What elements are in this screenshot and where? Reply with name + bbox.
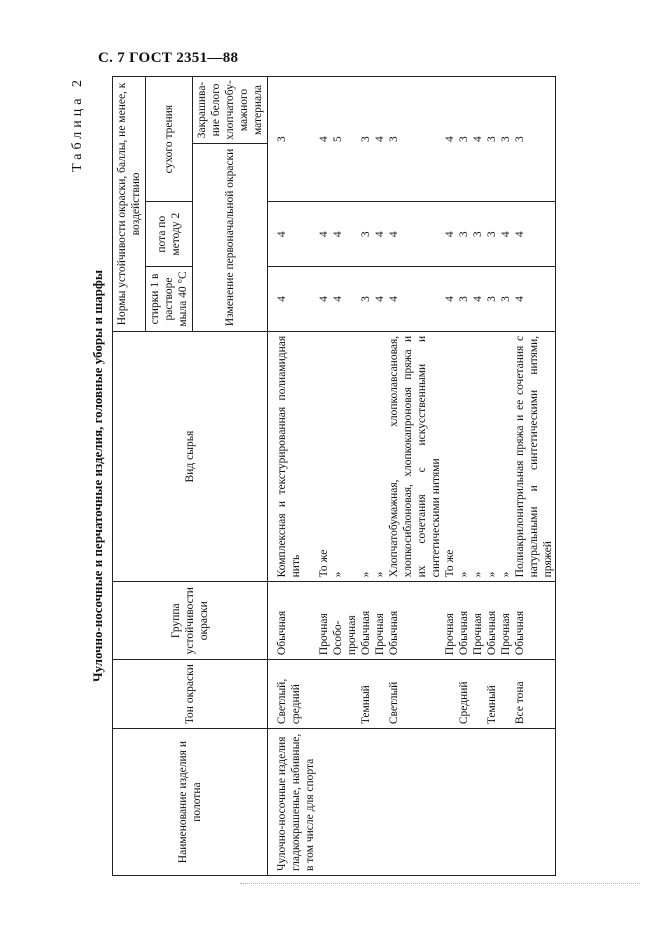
cell-group: Обычная (387, 582, 443, 660)
cell-group: Обычная (513, 582, 556, 660)
header-norms: Нормы устойчивости окраски, баллы, не менее, к воздействию (113, 77, 146, 332)
cell-sweat: 3 (457, 202, 471, 267)
cell-sweat: 4 (317, 202, 331, 267)
cell-wash: 4 (373, 267, 387, 332)
table-row (317, 77, 331, 876)
cell-sweat: 3 (485, 202, 499, 267)
cell-name (387, 729, 443, 876)
cell-group: Прочная (317, 582, 331, 660)
cell-fiber: Хлопчатобумажная, хлопколавсановая, хлопкосиблоновая, хлопкокапроновая пряжа и их сочетания с искусственными и синтетическими нитями (387, 331, 443, 581)
cell-group: Особопрочная (331, 582, 359, 660)
cell-wash: 4 (471, 267, 485, 332)
cell-name (513, 729, 556, 876)
cell-wash: 4 (387, 267, 443, 332)
cell-name (457, 729, 471, 876)
cell-tone (443, 660, 457, 729)
table-row (457, 77, 471, 876)
cell-fiber: » (457, 331, 471, 581)
cell-fiber: » (485, 331, 499, 581)
cell-group: Прочная (499, 582, 513, 660)
table-row (359, 77, 373, 876)
cell-dry: 5 (331, 77, 359, 202)
cell-sweat: 4 (513, 202, 556, 267)
cell-fiber: Комплексная и текстурированная полиамидная нить (268, 331, 318, 581)
cell-name (359, 729, 373, 876)
cell-sweat: 4 (499, 202, 513, 267)
cell-wash: 4 (443, 267, 457, 332)
header-change: Изменение первоначальной окраски (193, 144, 268, 332)
cell-group: Обычная (457, 582, 471, 660)
cell-fiber: » (373, 331, 387, 581)
header-fiber: Вид сырья (113, 331, 268, 581)
cell-wash: 3 (485, 267, 499, 332)
cell-group: Прочная (471, 582, 485, 660)
cell-tone (373, 660, 387, 729)
cell-name (499, 729, 513, 876)
cell-sweat: 4 (373, 202, 387, 267)
cell-fiber: То же (443, 331, 457, 581)
cell-fiber: » (359, 331, 373, 581)
cell-fiber: » (331, 331, 359, 581)
cell-name: Чулочно-носочные изделия гладкокрашеные, набивные, в том числе для спорта (268, 729, 318, 876)
cell-sweat: 3 (359, 202, 373, 267)
cell-dry: 3 (499, 77, 513, 202)
cell-group: Прочная (443, 582, 457, 660)
table-row (443, 77, 457, 876)
cell-dry: 3 (387, 77, 443, 202)
cell-wash: 4 (331, 267, 359, 332)
header-name: Наименование изделия и полотна (113, 729, 268, 876)
cell-tone (331, 660, 359, 729)
cell-name (443, 729, 457, 876)
table-row (485, 77, 499, 876)
cell-name (485, 729, 499, 876)
cell-tone (471, 660, 485, 729)
cell-wash: 4 (513, 267, 556, 332)
cell-group: Обычная (485, 582, 499, 660)
cell-tone: Светлый (387, 660, 443, 729)
header-sweat: пота по методу 2 (146, 202, 193, 267)
cell-tone (499, 660, 513, 729)
table-body (268, 77, 556, 876)
header-stain: Закрашивание белого хлопчатобумажного материала (193, 77, 268, 144)
cell-tone (317, 660, 331, 729)
cell-sweat: 4 (443, 202, 457, 267)
cell-name (471, 729, 485, 876)
cell-sweat: 4 (331, 202, 359, 267)
cell-name (331, 729, 359, 876)
table-label: Таблица 2 (70, 76, 85, 172)
cell-fiber: » (471, 331, 485, 581)
cell-tone: Все тона (513, 660, 556, 729)
table-title: Чулочно-носочные и перчаточные изделия, головные уборы и шарфы (90, 269, 105, 683)
cell-sweat: 4 (387, 202, 443, 267)
table-row (471, 77, 485, 876)
cell-name (373, 729, 387, 876)
cell-wash: 3 (499, 267, 513, 332)
cell-dry: 3 (485, 77, 499, 202)
cell-dry: 3 (359, 77, 373, 202)
table-row (387, 77, 443, 876)
cell-wash: 3 (457, 267, 471, 332)
table-row (331, 77, 359, 876)
cell-dry: 3 (457, 77, 471, 202)
cell-fiber: То же (317, 331, 331, 581)
cell-sweat: 4 (268, 202, 318, 267)
page-header: С. 7 ГОСТ 2351—88 (98, 50, 239, 66)
scan-dotted-line (240, 883, 640, 884)
cell-dry: 4 (471, 77, 485, 202)
header-tone: Тон окраски (113, 660, 268, 729)
cell-wash: 3 (359, 267, 373, 332)
cell-group: Прочная (373, 582, 387, 660)
table-row (513, 77, 556, 876)
cell-group: Обычная (268, 582, 318, 660)
cell-fiber: Полиакрилонитрильная пряжа и ее сочетания с натуральными и синтетическими нитями, пряжей (513, 331, 556, 581)
cell-dry: 3 (513, 77, 556, 202)
color-fastness-table (112, 76, 556, 876)
cell-tone: Светлый, средний (268, 660, 318, 729)
cell-tone: Темный (485, 660, 499, 729)
cell-fiber: » (499, 331, 513, 581)
cell-wash: 4 (268, 267, 318, 332)
header-wash: стирки 1 в растворе мыла 40 °С (146, 267, 193, 332)
header-dry: сухого трения (146, 77, 193, 202)
cell-group: Обычная (359, 582, 373, 660)
table-row (499, 77, 513, 876)
cell-wash: 4 (317, 267, 331, 332)
cell-sweat: 3 (471, 202, 485, 267)
cell-dry: 4 (317, 77, 331, 202)
table-row (268, 77, 318, 876)
cell-tone: Средний (457, 660, 471, 729)
header-group: Группа устойчивости окраски (113, 582, 268, 660)
cell-dry: 4 (443, 77, 457, 202)
cell-name (317, 729, 331, 876)
table-row (373, 77, 387, 876)
cell-tone: Темный (359, 660, 373, 729)
cell-dry: 4 (373, 77, 387, 202)
cell-dry: 3 (268, 77, 318, 202)
rotated-table-block (70, 76, 590, 876)
